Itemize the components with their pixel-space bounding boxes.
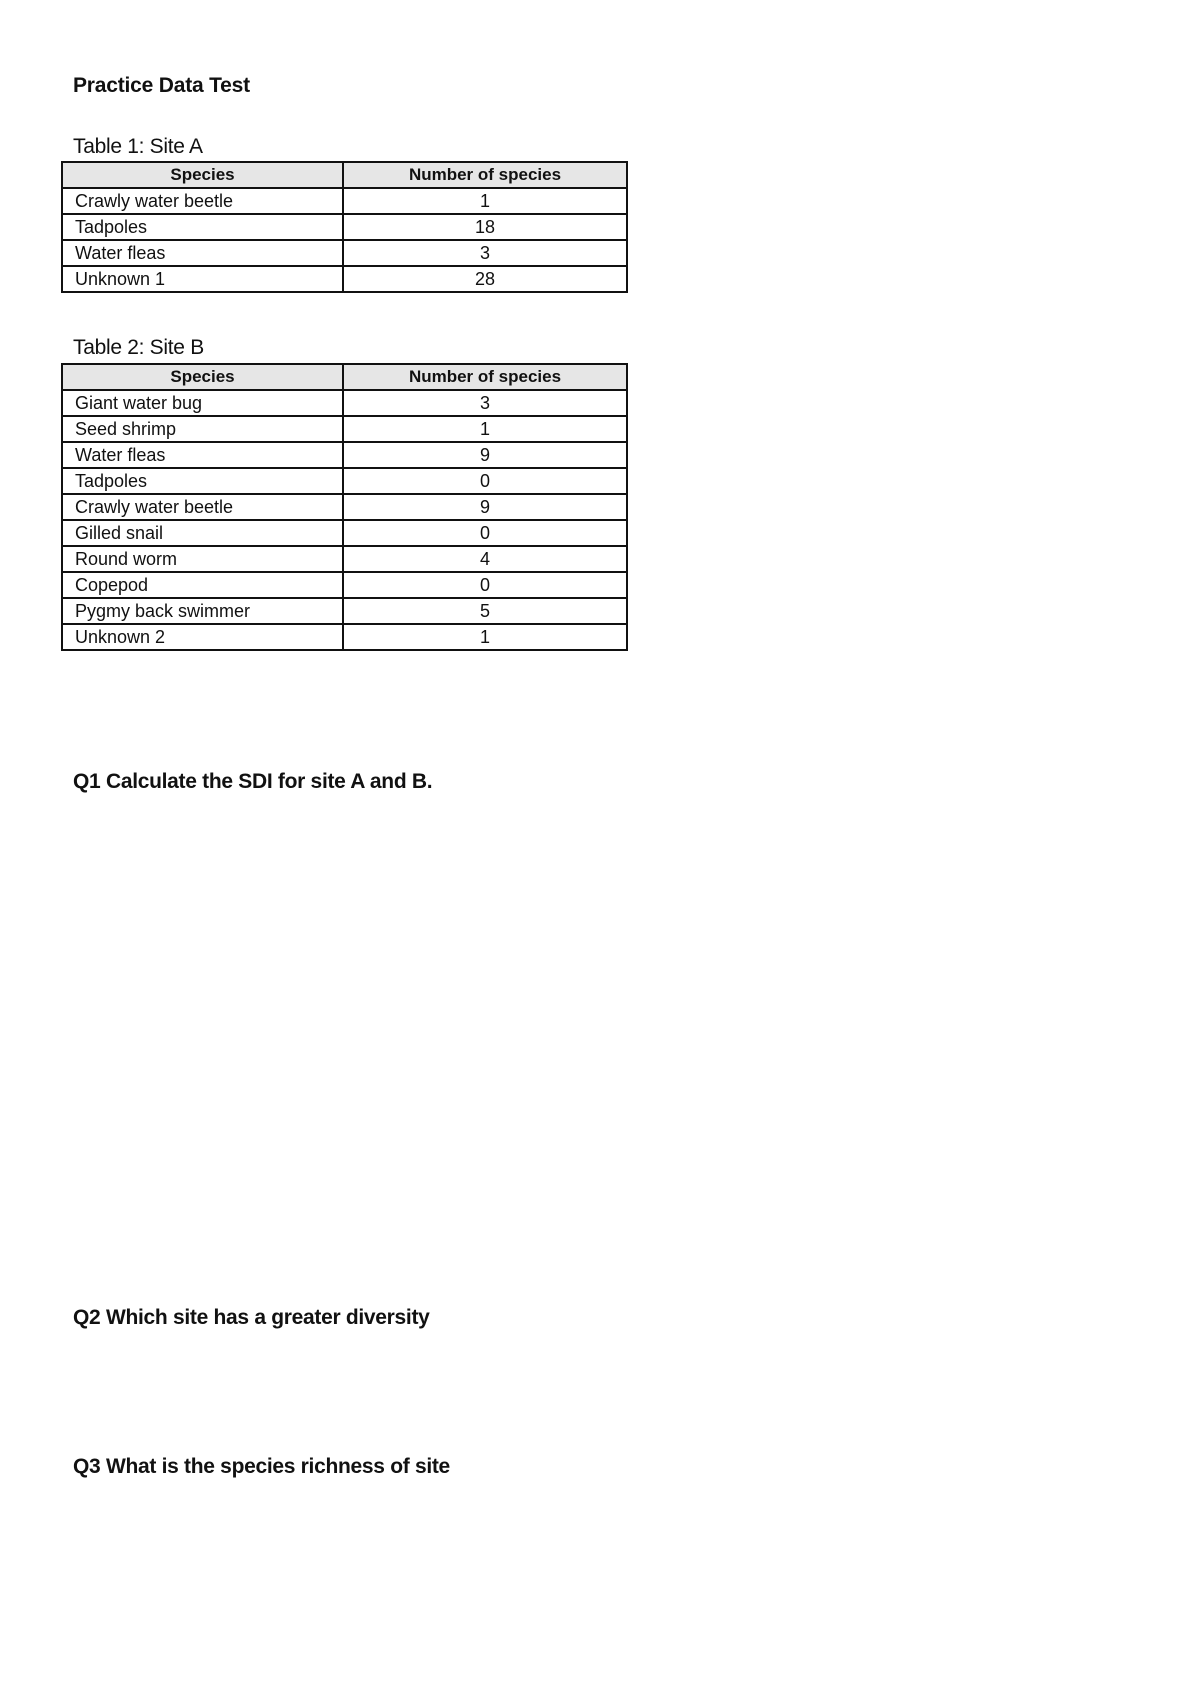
- table-row: [62, 390, 627, 416]
- table-a-caption: Table 1: Site A: [73, 135, 203, 158]
- number-column-header: Number of species: [343, 162, 627, 188]
- table-header-row: [62, 364, 627, 390]
- question-1: Q1 Calculate the SDI for site A and B.: [73, 770, 433, 793]
- species-cell: Crawly water beetle: [62, 494, 343, 520]
- number-column-header: Number of species: [343, 364, 627, 390]
- count-cell: 28: [343, 266, 627, 292]
- question-3: Q3 What is the species richness of site: [73, 1455, 450, 1478]
- table-row: [62, 442, 627, 468]
- count-cell: 1: [343, 416, 627, 442]
- site-b-table-body: [62, 390, 627, 650]
- count-cell: 5: [343, 598, 627, 624]
- table-row: [62, 494, 627, 520]
- site-a-table-body: [62, 188, 627, 292]
- count-cell: 3: [343, 390, 627, 416]
- species-cell: Pygmy back swimmer: [62, 598, 343, 624]
- count-cell: 0: [343, 520, 627, 546]
- table-row: [62, 598, 627, 624]
- species-cell: Tadpoles: [62, 468, 343, 494]
- table-row: [62, 266, 627, 292]
- table-row: [62, 546, 627, 572]
- species-cell: Copepod: [62, 572, 343, 598]
- count-cell: 18: [343, 214, 627, 240]
- count-cell: 3: [343, 240, 627, 266]
- table-row: [62, 624, 627, 650]
- count-cell: 1: [343, 624, 627, 650]
- table-row: [62, 214, 627, 240]
- species-cell: Seed shrimp: [62, 416, 343, 442]
- species-cell: Water fleas: [62, 442, 343, 468]
- species-cell: Water fleas: [62, 240, 343, 266]
- species-cell: Giant water bug: [62, 390, 343, 416]
- count-cell: 0: [343, 572, 627, 598]
- table-row: [62, 240, 627, 266]
- species-cell: Unknown 1: [62, 266, 343, 292]
- site-a-table: [61, 161, 628, 293]
- count-cell: 0: [343, 468, 627, 494]
- table-row: [62, 188, 627, 214]
- count-cell: 1: [343, 188, 627, 214]
- species-cell: Crawly water beetle: [62, 188, 343, 214]
- species-cell: Tadpoles: [62, 214, 343, 240]
- count-cell: 9: [343, 442, 627, 468]
- table-header-row: [62, 162, 627, 188]
- species-cell: Gilled snail: [62, 520, 343, 546]
- table-row: [62, 416, 627, 442]
- document-title: Practice Data Test: [73, 74, 250, 97]
- question-2: Q2 Which site has a greater diversity: [73, 1306, 430, 1329]
- species-column-header: Species: [62, 364, 343, 390]
- table-row: [62, 520, 627, 546]
- count-cell: 9: [343, 494, 627, 520]
- species-cell: Unknown 2: [62, 624, 343, 650]
- species-cell: Round worm: [62, 546, 343, 572]
- table-row: [62, 468, 627, 494]
- table-b-caption: Table 2: Site B: [73, 336, 204, 359]
- species-column-header: Species: [62, 162, 343, 188]
- site-b-table: [61, 363, 628, 651]
- count-cell: 4: [343, 546, 627, 572]
- table-row: [62, 572, 627, 598]
